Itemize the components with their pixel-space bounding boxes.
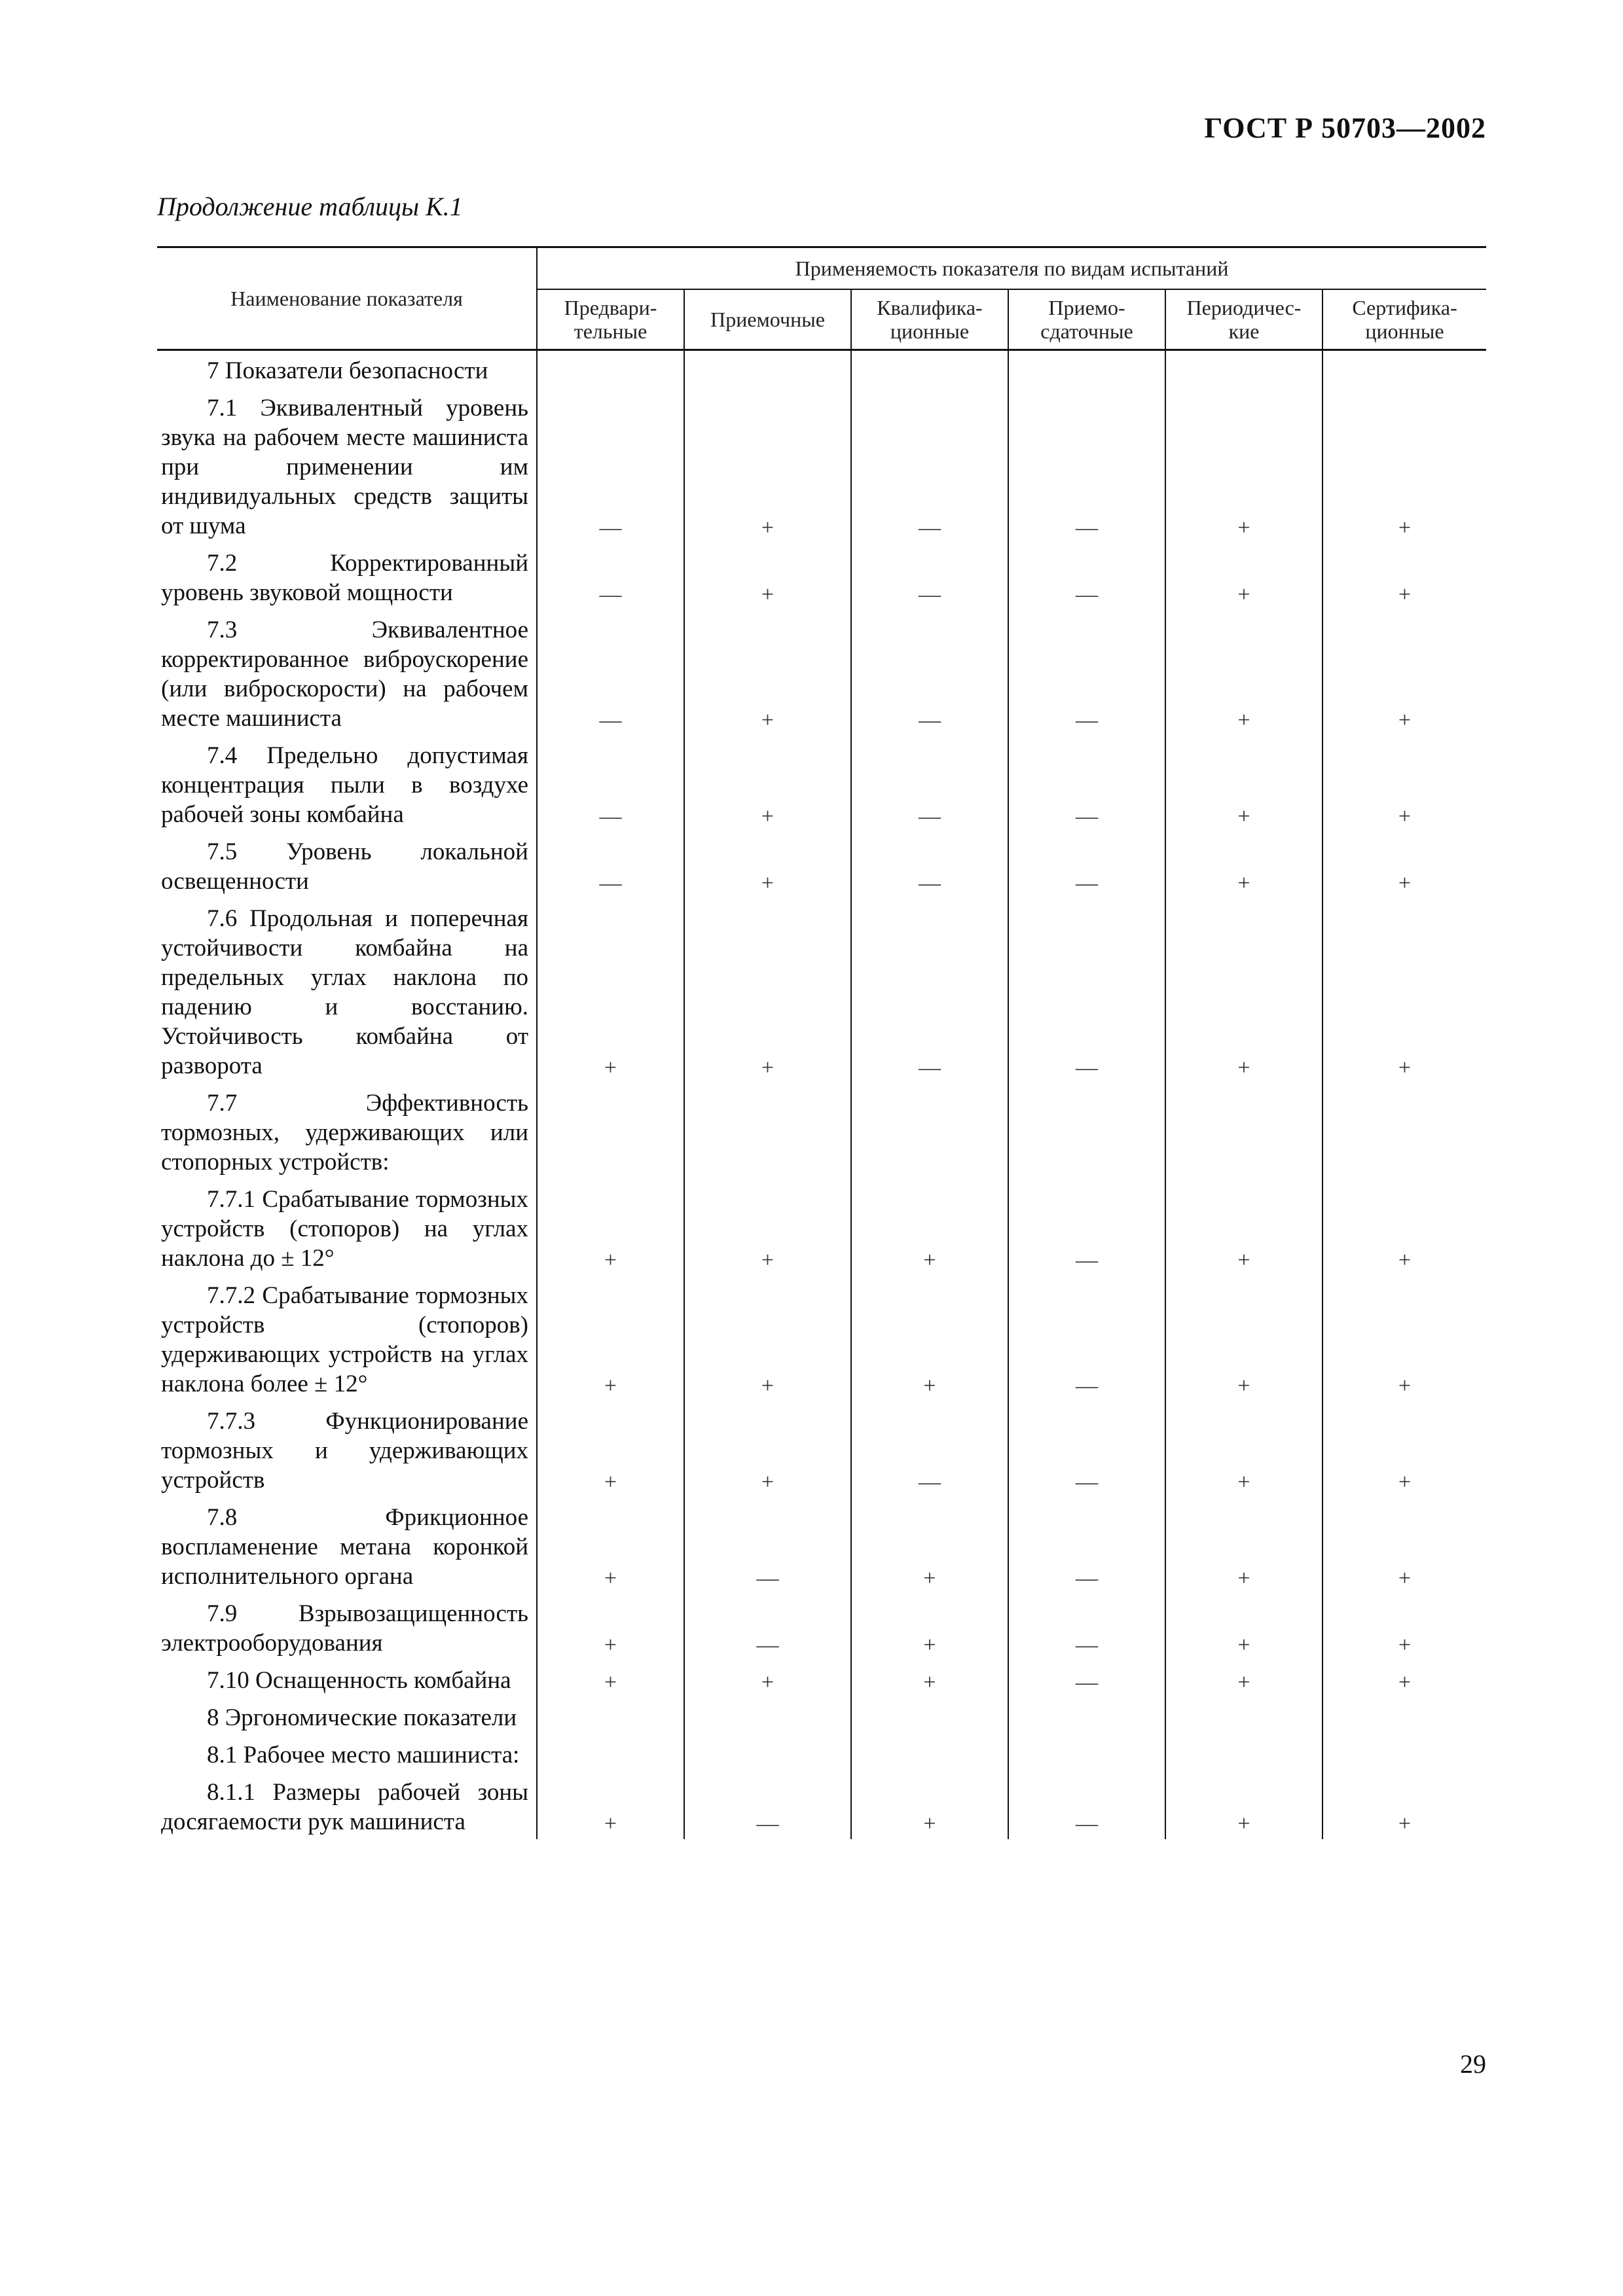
indicator-cell: [157, 1660, 537, 1698]
indicator-name: 7.3 Эквивалентное корректированное виброускорение (или виброскорости) на рабочем месте машиниста: [161, 617, 528, 732]
applicability-mark: +: [684, 1179, 851, 1276]
table-row: [157, 543, 1486, 610]
indicator-cell: [157, 1594, 537, 1660]
applicability-mark: +: [851, 1772, 1008, 1839]
applicability-mark: [1008, 1698, 1165, 1735]
applicability-mark: +: [1165, 1772, 1322, 1839]
table-row: [157, 736, 1486, 832]
indicator-name: 7.6 Продольная и поперечная устойчивости комбайна на предельных углах наклона по падению и восстанию. Устойчивость комбайна от разворота: [161, 905, 528, 1079]
applicability-mark: —: [684, 1594, 851, 1660]
indicator-cell: [157, 1498, 537, 1594]
applicability-mark: +: [537, 1498, 684, 1594]
applicability-mark: —: [851, 610, 1008, 736]
applicability-mark: +: [1398, 1633, 1412, 1657]
indicator-name: 7.7 Эффективность тормозных, удерживающих или стопорных устройств:: [161, 1090, 528, 1175]
applicability-mark: —: [1008, 1179, 1165, 1276]
applicability-mark: [1322, 1735, 1486, 1772]
applicability-mark: —: [1008, 1660, 1165, 1698]
column-header: [1322, 289, 1486, 350]
applicability-mark: +: [1165, 736, 1322, 832]
table-row: [157, 388, 1486, 543]
applicability-mark: +: [1165, 610, 1322, 736]
applicability-mark: [684, 1083, 851, 1179]
applicability-mark: +: [537, 899, 684, 1083]
indicator-name: 7.2 Корректированный уровень звуковой мощности: [161, 550, 528, 606]
applicability-mark: +: [1398, 804, 1412, 829]
table-row: [157, 899, 1486, 1083]
applicability-mark: —: [1008, 1498, 1165, 1594]
applicability-mark: [537, 1698, 684, 1735]
applicability-mark: [684, 1698, 851, 1735]
applicability-mark: —: [1008, 736, 1165, 832]
indicator-cell: [157, 1276, 537, 1401]
applicability-mark: [1165, 1735, 1322, 1772]
indicator-cell: [157, 1772, 537, 1839]
table-row: [157, 1083, 1486, 1179]
table-row: [157, 1276, 1486, 1401]
applicability-mark: +: [1165, 1179, 1322, 1276]
column-header-line1: Предвари-: [564, 296, 657, 319]
applicability-mark: [1165, 1698, 1322, 1735]
applicability-mark: +: [851, 1594, 1008, 1660]
table-row: [157, 1660, 1486, 1698]
table-row: [157, 1594, 1486, 1660]
applicability-mark: +: [1398, 1566, 1412, 1590]
applicability-mark: [537, 1735, 684, 1772]
column-header-line2: ционные: [890, 319, 970, 343]
applicability-mark: [1322, 1698, 1486, 1735]
applicability-mark: —: [537, 610, 684, 736]
page-number: 29: [1460, 2049, 1486, 2079]
applicability-mark: [851, 1083, 1008, 1179]
applicability-mark: —: [537, 388, 684, 543]
applicability-mark: +: [1165, 388, 1322, 543]
applicability-mark: +: [1398, 1470, 1412, 1494]
indicator-cell: [157, 1083, 537, 1179]
applicability-mark: +: [684, 1401, 851, 1498]
applicability-mark: +: [851, 1276, 1008, 1401]
applicability-mark: [1322, 1083, 1486, 1179]
applicability-mark: +: [1165, 1401, 1322, 1498]
applicability-mark: +: [537, 1179, 684, 1276]
applicability-mark: +: [684, 736, 851, 832]
column-header: [1165, 289, 1322, 350]
applicability-mark: —: [1008, 610, 1165, 736]
table-row: [157, 1735, 1486, 1772]
indicator-name: 8.1 Рабочее место машиниста:: [207, 1742, 520, 1768]
column-header-line1: Приемо-: [1048, 296, 1125, 319]
applicability-mark: +: [1398, 1812, 1412, 1836]
applicability-mark: +: [1165, 1594, 1322, 1660]
applicability-mark: +: [1398, 1670, 1412, 1695]
applicability-mark: +: [1165, 543, 1322, 610]
applicability-mark: —: [1008, 543, 1165, 610]
applicability-mark: +: [537, 1594, 684, 1660]
indicator-name: 7.1 Эквивалентный уровень звука на рабочем месте машиниста при применении им индивидуальных средств защиты от шума: [161, 395, 528, 539]
indicator-name: 7.7.3 Функционирование тормозных и удерживающих устройств: [161, 1408, 528, 1494]
column-header: [1008, 289, 1165, 350]
applicability-mark: +: [1165, 1660, 1322, 1698]
applicability-mark: +: [1398, 516, 1412, 540]
table-row: [157, 1772, 1486, 1839]
applicability-mark: +: [1165, 899, 1322, 1083]
table-row: [157, 1401, 1486, 1498]
applicability-mark: —: [684, 1772, 851, 1839]
table-row: [157, 610, 1486, 736]
applicability-mark: —: [1008, 1594, 1165, 1660]
indicator-name: 7.8 Фрикционное воспламенение метана коронкой исполнительного органа: [161, 1504, 528, 1590]
indicator-cell: [157, 1698, 537, 1735]
applicability-mark: +: [1398, 1374, 1412, 1398]
table-caption: Продолжение таблицы К.1: [157, 192, 463, 221]
column-header: [537, 289, 684, 350]
indicator-name: 7.9 Взрывозащищенность электрооборудования: [161, 1600, 528, 1657]
applicability-mark: —: [537, 832, 684, 899]
indicator-name: 8 Эргономические показатели: [207, 1704, 517, 1731]
applicability-mark: +: [537, 1276, 684, 1401]
indicator-cell: [157, 350, 537, 389]
column-header-line2: тельные: [574, 319, 647, 343]
column-header: [851, 289, 1008, 350]
applicability-mark: —: [537, 543, 684, 610]
name-column-header: Наименование показателя: [157, 247, 537, 350]
table-row: [157, 1698, 1486, 1735]
indicator-cell: [157, 1401, 537, 1498]
indicator-name: 7.10 Оснащенность комбайна: [207, 1667, 511, 1694]
applicability-mark: +: [684, 832, 851, 899]
indicator-name: 8.1.1 Размеры рабочей зоны досягаемости рук машиниста: [161, 1779, 528, 1835]
applicability-mark: +: [684, 543, 851, 610]
applicability-mark: +: [684, 1276, 851, 1401]
column-header-line1: Приемочные: [710, 308, 825, 331]
document-standard-number: ГОСТ Р 50703—2002: [1204, 112, 1486, 144]
applicability-mark: +: [684, 610, 851, 736]
applicability-mark: [851, 1735, 1008, 1772]
applicability-mark: —: [851, 1401, 1008, 1498]
applicability-mark: —: [1008, 1276, 1165, 1401]
applicability-mark: —: [1008, 1772, 1165, 1839]
applicability-mark: +: [684, 1660, 851, 1698]
table-row: [157, 1179, 1486, 1276]
column-header: [684, 289, 851, 350]
applicability-mark: [1165, 350, 1322, 389]
applicability-mark: +: [1398, 708, 1412, 732]
applicability-mark: —: [1008, 832, 1165, 899]
table-row: [157, 1498, 1486, 1594]
indicator-name: 7.7.2 Срабатывание тормозных устройств (стопоров) удерживающих устройств на углах наклона более ± 12°: [161, 1282, 528, 1397]
table-row: [157, 350, 1486, 389]
column-header-line2: сдаточные: [1040, 319, 1133, 343]
applicability-mark: —: [851, 543, 1008, 610]
applicability-mark: +: [537, 1401, 684, 1498]
column-header-line1: Квалифика-: [877, 296, 983, 319]
applicability-mark: +: [1398, 1056, 1412, 1080]
applicability-mark: +: [537, 1772, 684, 1839]
applicability-mark: +: [684, 899, 851, 1083]
indicator-name: 7.4 Предельно допустимая концентрация пыли в воздухе рабочей зоны комбайна: [161, 742, 528, 828]
applicability-mark: [684, 350, 851, 389]
applicability-mark: —: [1008, 388, 1165, 543]
applicability-mark: +: [851, 1498, 1008, 1594]
indicator-name: 7.7.1 Срабатывание тормозных устройств (стопоров) на углах наклона до ± 12°: [161, 1186, 528, 1272]
applicability-mark: —: [1008, 899, 1165, 1083]
indicator-cell: [157, 1735, 537, 1772]
applicability-mark: —: [851, 388, 1008, 543]
applicability-mark: [1322, 350, 1486, 389]
applicability-mark: +: [1398, 871, 1412, 895]
applicability-mark: +: [1165, 1276, 1322, 1401]
column-header-line1: Сертифика-: [1352, 296, 1457, 319]
indicator-cell: [157, 832, 537, 899]
test-types-group-header: Применяемость показателя по видам испытаний: [537, 247, 1486, 290]
applicability-mark: [1008, 350, 1165, 389]
applicability-mark: —: [851, 736, 1008, 832]
applicability-mark: +: [1165, 832, 1322, 899]
applicability-mark: —: [851, 899, 1008, 1083]
applicability-mark: —: [537, 736, 684, 832]
applicability-mark: +: [851, 1179, 1008, 1276]
column-header-line2: кие: [1228, 319, 1260, 343]
applicability-mark: +: [851, 1660, 1008, 1698]
indicator-name: 7 Показатели безопасности: [207, 357, 488, 384]
indicator-cell: [157, 1179, 537, 1276]
applicability-mark: +: [537, 1660, 684, 1698]
indicator-cell: [157, 388, 537, 543]
applicability-mark: [1008, 1083, 1165, 1179]
applicability-mark: —: [851, 832, 1008, 899]
applicability-mark: [537, 350, 684, 389]
indicator-cell: [157, 610, 537, 736]
column-header-line1: Периодичес-: [1186, 296, 1302, 319]
column-header-line2: ционные: [1365, 319, 1444, 343]
applicability-mark: +: [1165, 1498, 1322, 1594]
applicability-mark: [1008, 1735, 1165, 1772]
table-row: [157, 832, 1486, 899]
applicability-mark: +: [1398, 1248, 1412, 1272]
indicator-cell: [157, 543, 537, 610]
indicator-cell: [157, 736, 537, 832]
applicability-table: [157, 246, 1486, 1839]
applicability-mark: —: [684, 1498, 851, 1594]
indicator-name: 7.5 Уровень локальной освещенности: [161, 838, 528, 895]
applicability-mark: [684, 1735, 851, 1772]
applicability-mark: [1165, 1083, 1322, 1179]
applicability-mark: [851, 1698, 1008, 1735]
applicability-mark: [851, 350, 1008, 389]
indicator-cell: [157, 899, 537, 1083]
applicability-mark: —: [1008, 1401, 1165, 1498]
applicability-mark: [537, 1083, 684, 1179]
applicability-mark: +: [684, 388, 851, 543]
applicability-mark: +: [1398, 583, 1412, 607]
